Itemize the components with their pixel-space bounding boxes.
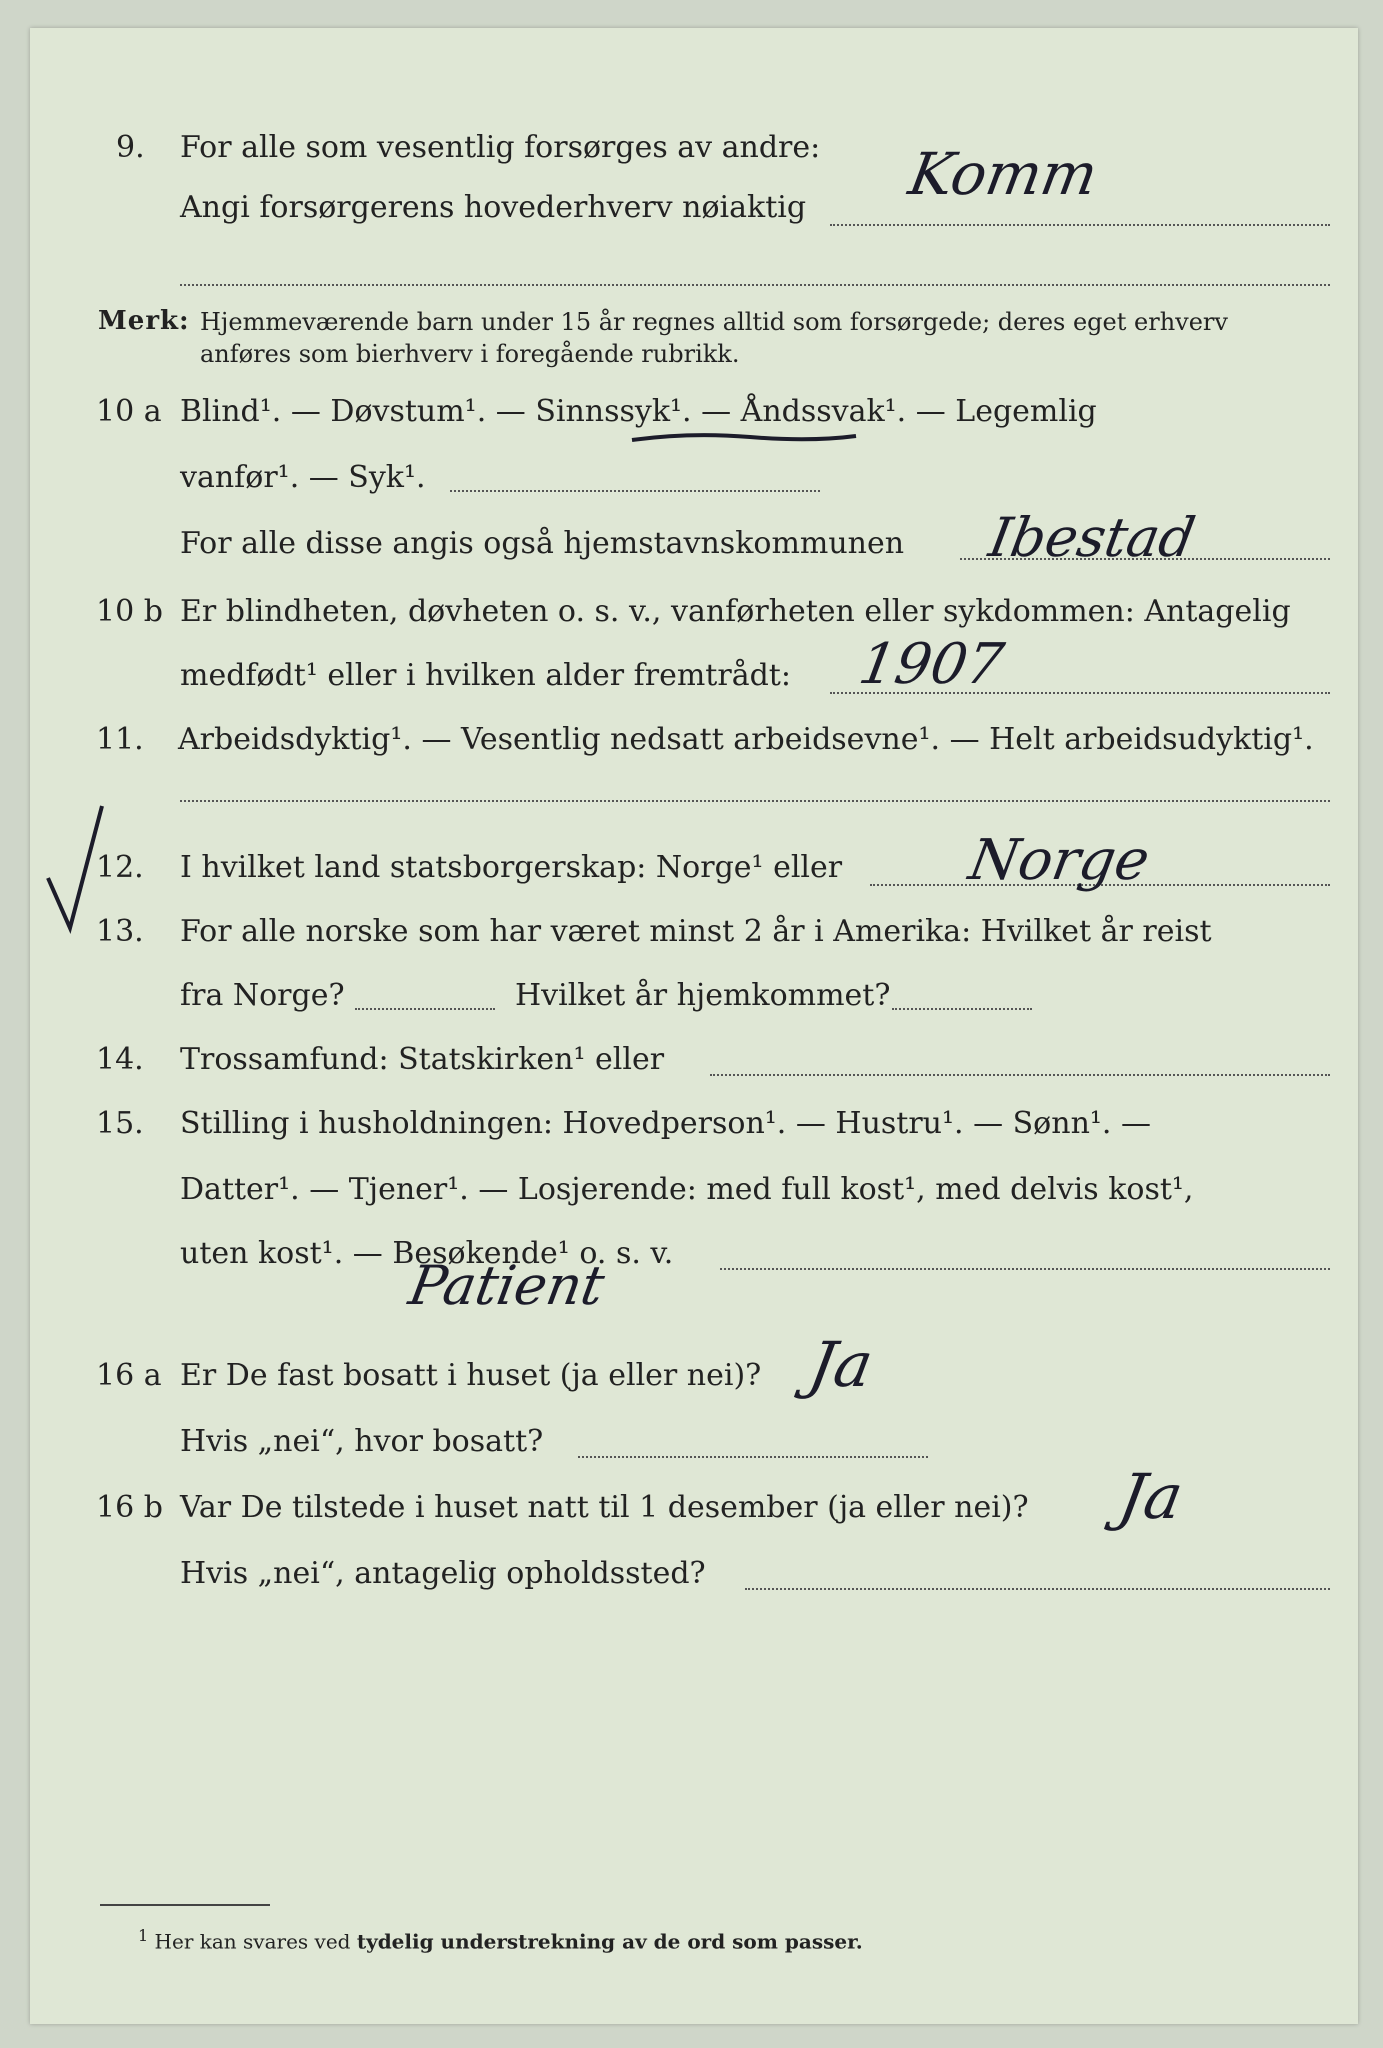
q10a-syk-line bbox=[450, 490, 820, 492]
q16a-handwritten-answer: Ja bbox=[803, 1328, 879, 1401]
q13-line1: For alle norske som har været minst 2 år i Amerika: Hvilket år reist bbox=[180, 914, 1212, 949]
q16a-line2: Hvis „nei“, hvor bosatt? bbox=[180, 1424, 544, 1459]
q14-answer-line bbox=[710, 1074, 1330, 1076]
q15-line3: uten kost¹. — Besøkende¹ o. s. v. bbox=[180, 1236, 674, 1271]
q13-number: 13. bbox=[96, 914, 144, 949]
merk-line1: Hjemmeværende barn under 15 år regnes alltid som forsørgede; deres eget erhverv bbox=[200, 308, 1228, 336]
q16b-handwritten-answer: Ja bbox=[1113, 1460, 1189, 1533]
q10b-number: 10 b bbox=[96, 594, 163, 629]
q11-number: 11. bbox=[96, 722, 144, 757]
q12-line1: I hvilket land statsborgerskap: Norge¹ eller bbox=[180, 850, 843, 885]
q10b-line2: medfødt¹ eller i hvilken alder fremtrådt: bbox=[180, 658, 791, 693]
q10a-handwritten-answer: Ibestad bbox=[984, 506, 1200, 569]
footnote-text-b: tydelig understrekning av de ord som passer. bbox=[356, 1929, 863, 1954]
q16b-number: 16 b bbox=[96, 1490, 163, 1525]
q13-line2b: Hvilket år hjemkommet? bbox=[515, 978, 891, 1013]
q14-line1: Trossamfund: Statskirken¹ eller bbox=[180, 1042, 665, 1077]
q10a-line1: Blind¹. — Døvstum¹. — Sinnssyk¹. — Åndssvak¹. — Legemlig bbox=[180, 394, 1097, 429]
q15-line2: Datter¹. — Tjener¹. — Losjerende: med full kost¹, med delvis kost¹, bbox=[180, 1172, 1194, 1207]
footnote bbox=[138, 1926, 863, 1954]
q11-answer-line bbox=[180, 800, 1330, 802]
q16a-line1: Er De fast bosatt i huset (ja eller nei)? bbox=[180, 1358, 762, 1393]
q10b-handwritten-answer: 1907 bbox=[854, 632, 1009, 697]
q9-line1: For alle som vesentlig forsørges av andre: bbox=[180, 130, 821, 165]
q13-hjem-line bbox=[892, 1008, 1032, 1010]
q12-handwritten-answer: Norge bbox=[964, 828, 1155, 893]
q15-number: 15. bbox=[96, 1106, 144, 1141]
q9-handwritten-answer: Komm bbox=[904, 140, 1103, 208]
q13-reist-line bbox=[355, 1008, 495, 1010]
merk-line2: anføres som bierhverv i foregående rubrikk. bbox=[200, 340, 740, 368]
q16b-line2: Hvis „nei“, antagelig opholdssted? bbox=[180, 1556, 706, 1591]
q15-line1: Stilling i husholdningen: Hovedperson¹. — Hustru¹. — Sønn¹. — bbox=[180, 1106, 1151, 1141]
q10b-line1: Er blindheten, døvheten o. s. v., vanførheten eller sykdommen: Antagelig bbox=[180, 594, 1291, 629]
q16a-number: 16 a bbox=[96, 1358, 162, 1393]
q15-answer-line bbox=[720, 1268, 1330, 1270]
q16b-line1: Var De tilstede i huset natt til 1 desember (ja eller nei)? bbox=[180, 1490, 1029, 1525]
footnote-marker: 1 bbox=[138, 1926, 149, 1945]
q10a-number: 10 a bbox=[96, 394, 162, 429]
q9-extra-line bbox=[180, 284, 1330, 286]
q11-line1: Arbeidsdyktig¹. — Vesentlig nedsatt arbeidsevne¹. — Helt arbeidsudyktig¹. bbox=[178, 722, 1314, 757]
footnote-text-a: Her kan svares ved bbox=[154, 1929, 357, 1954]
census-form-page bbox=[30, 28, 1358, 2024]
merk-label: Merk: bbox=[98, 306, 190, 336]
q9-answer-line bbox=[830, 224, 1330, 226]
underline-sinnssyk bbox=[630, 428, 860, 448]
q16a-bosatt-line bbox=[578, 1456, 928, 1458]
q15-handwritten-answer: Patient bbox=[404, 1254, 610, 1317]
q9-line2: Angi forsørgerens hovederhverv nøiaktig bbox=[180, 190, 807, 225]
q16b-opholdssted-line bbox=[745, 1588, 1330, 1590]
q10a-line2: vanfør¹. — Syk¹. bbox=[180, 460, 426, 495]
q12-number: 12. bbox=[96, 850, 144, 885]
q9-number: 9. bbox=[116, 130, 145, 165]
q14-number: 14. bbox=[96, 1042, 144, 1077]
q13-line2a: fra Norge? bbox=[180, 978, 345, 1013]
footnote-rule bbox=[100, 1904, 270, 1906]
q10a-line3: For alle disse angis også hjemstavnskommunen bbox=[180, 526, 905, 561]
